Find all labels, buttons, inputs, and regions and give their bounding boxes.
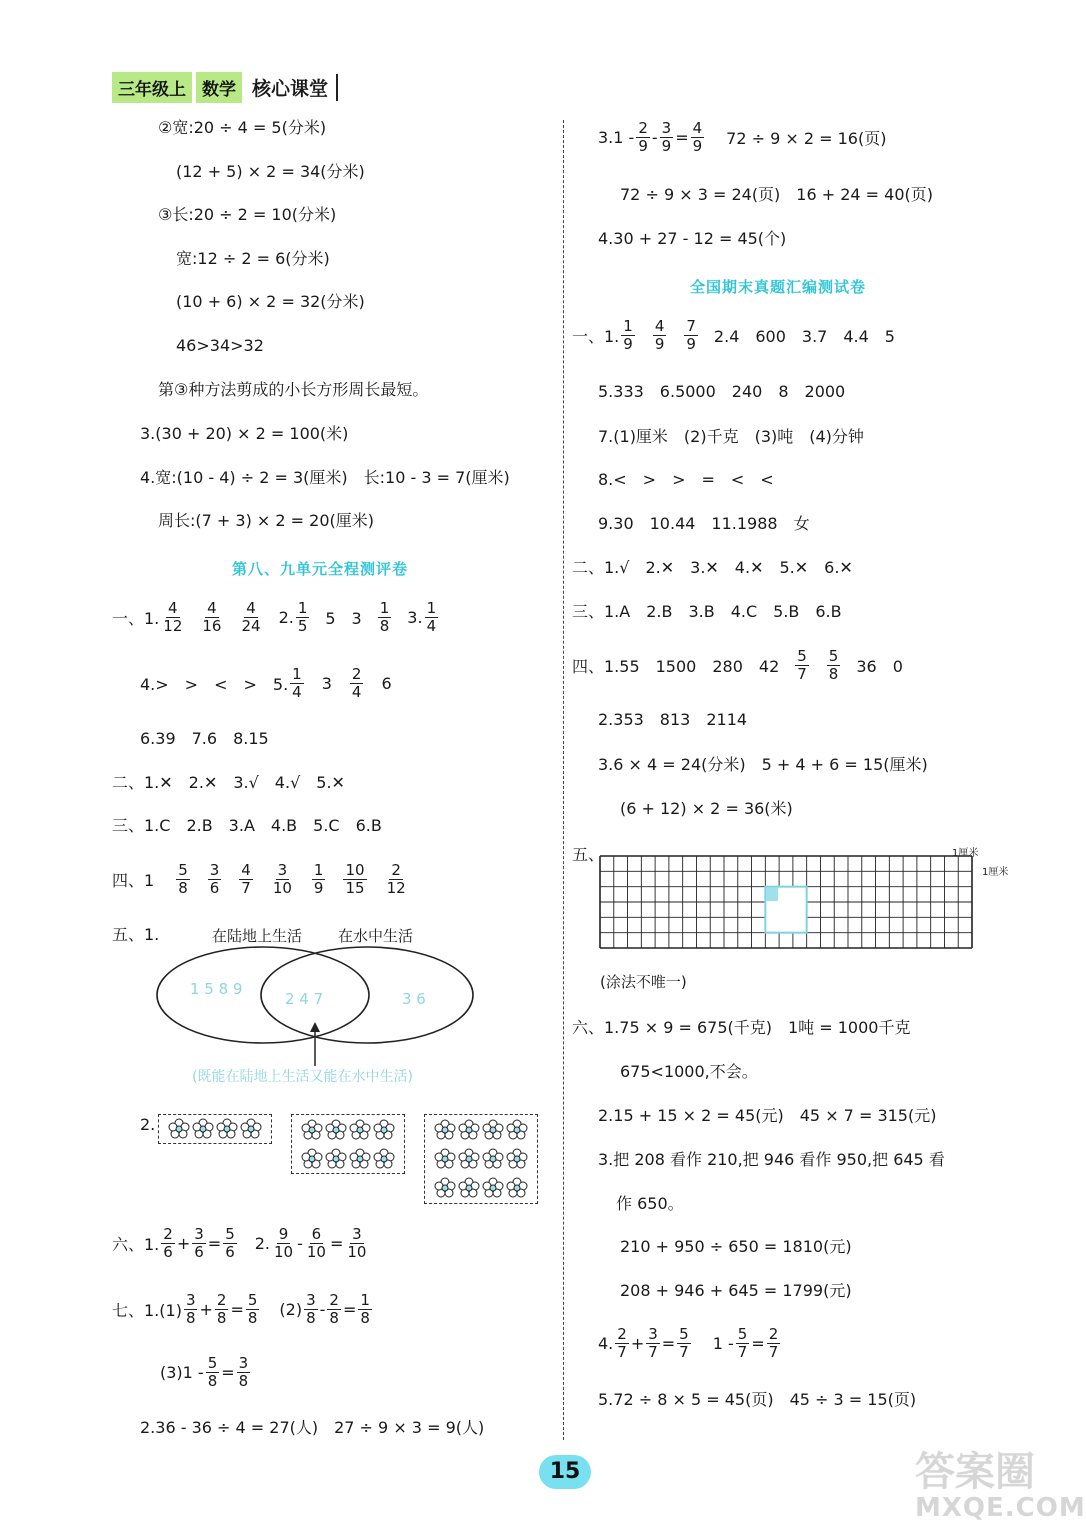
question-label: (2) [279, 1300, 303, 1319]
answer-row-1 [112, 600, 440, 635]
fraction: $\frac{9}{10}$ [274, 1225, 294, 1261]
flower-icon [216, 1118, 238, 1140]
fraction: $\frac{5}{8}$ [828, 647, 839, 683]
fraction: $\frac{1}{5}$ [297, 599, 308, 635]
answer-line: 二、1.√ 2.✕ 3.✕ 4.✕ 5.✕ 6.✕ [572, 558, 853, 577]
flower-icon [434, 1177, 456, 1199]
answer-text: 6 [381, 674, 392, 693]
fraction: $\frac{3}{9}$ [661, 119, 672, 155]
fraction: $\frac{5}{6}$ [225, 1225, 235, 1261]
answer-line: 5.333 6.5000 240 8 2000 [598, 382, 846, 401]
answer-text: 36 0 [856, 657, 903, 676]
section-title: 第八、九单元全程测评卷 [232, 560, 409, 578]
answer-line: 208 + 946 + 645 = 1799(元) [620, 1281, 852, 1300]
question-label: 一、1. [112, 609, 160, 628]
answer-line: 72 ÷ 9 × 3 = 24(页) 16 + 24 = 40(页) [620, 185, 934, 204]
question-label: 3. [407, 608, 423, 627]
fraction: $\frac{2}{7}$ [768, 1325, 779, 1361]
fraction: $\frac{5}{7}$ [737, 1325, 748, 1361]
flower-icon [373, 1148, 395, 1170]
fraction: $\frac{4}{9}$ [654, 317, 665, 353]
flower-icon [301, 1119, 323, 1141]
fraction: $\frac{10}{15}$ [345, 861, 365, 897]
fraction: $\frac{2}{9}$ [638, 119, 648, 155]
fraction: $\frac{1}{4}$ [292, 665, 302, 701]
fraction: $\frac{6}{10}$ [306, 1225, 326, 1261]
fraction: $\frac{5}{8}$ [247, 1291, 258, 1327]
fraction: $\frac{2}{7}$ [617, 1325, 627, 1361]
answer-row-7-3: (3)1 - $\frac{5}{8}$ = $\frac{3}{8}$ [160, 1354, 249, 1390]
question-label: 七、1.(1) [112, 1301, 182, 1320]
flower-icon [506, 1148, 528, 1170]
question-label: 2. [254, 1234, 270, 1253]
flower-group-3 [424, 1114, 538, 1204]
flower-icon [506, 1177, 528, 1199]
flower-icon [240, 1118, 262, 1140]
flower-icon [301, 1148, 323, 1170]
answer-line: ②宽:20 ÷ 4 = 5(分米) [158, 118, 327, 137]
fraction: $\frac{5}{7}$ [679, 1325, 689, 1361]
fraction: $\frac{1}{8}$ [379, 599, 390, 635]
question-label: 六、1. [112, 1235, 160, 1254]
answer-text: 2.4 600 3.7 4.4 5 [713, 327, 895, 346]
answer-text: 4.> > < > 5. [140, 675, 289, 694]
answer-line: 作 650。 [616, 1194, 684, 1213]
flower-icon [482, 1119, 504, 1141]
answer-row-s1 [572, 318, 895, 353]
grid-unit-side: 1厘米 [982, 867, 1009, 878]
flower-icon [349, 1148, 371, 1170]
square-grid [600, 856, 972, 948]
section-title: 全国期末真题汇编测试卷 [690, 278, 867, 296]
answer-text: 3.1 - [598, 128, 635, 147]
venn-label-right: 在水中生活 [338, 927, 414, 945]
column-divider [563, 120, 564, 1440]
answer-line: 2.15 + 15 × 2 = 45(元) 45 × 7 = 315(元) [598, 1106, 937, 1125]
flower-icon [192, 1118, 214, 1140]
answer-line: 三、1.A 2.B 3.B 4.C 5.B 6.B [572, 602, 842, 621]
venn-note: (既能在陆地上生活又能在水中生活) [192, 1069, 413, 1085]
grid-note: (涂法不唯一) [600, 973, 687, 991]
fraction: $\frac{3}{8}$ [238, 1354, 249, 1390]
answer-line: (6 + 12) × 2 = 36(米) [620, 799, 793, 818]
answer-line: 六、1.75 × 9 = 675(千克) 1吨 = 1000千克 [572, 1018, 911, 1037]
question-label: (3)1 - [160, 1363, 204, 1382]
answer-line: 46>34>32 [176, 336, 264, 355]
fraction: $\frac{2}{4}$ [351, 665, 362, 701]
venn-right-values: 3 6 [402, 990, 426, 1008]
answer-line: 210 + 950 ÷ 650 = 1810(元) [620, 1237, 852, 1256]
venn-label-left: 在陆地上生活 [212, 927, 303, 945]
fraction: $\frac{3}{10}$ [272, 861, 292, 897]
answer-row-6: 六、1. $\frac{2}{6}$ + $\frac{3}{6}$ = $\frac{5}{6}$ 2. $\frac{9}{10}$ - $\frac{6}{10}$ = $\frac{3}{10}$ [112, 1225, 367, 1261]
grid-unit-top: 1厘米 [952, 848, 979, 859]
answer-line: ③长:20 ÷ 2 = 10(分米) [158, 205, 337, 224]
answer-row-s20: 4. $\frac{2}{7}$ + $\frac{3}{7}$ = $\frac{5}{7}$ 1 - $\frac{5}{7}$ = $\frac{2}{7}$ [598, 1325, 779, 1361]
fraction: $\frac{2}{8}$ [216, 1291, 227, 1327]
fraction: $\frac{1}{9}$ [313, 861, 324, 897]
flower-icon [349, 1119, 371, 1141]
flower-group-2 [291, 1114, 405, 1174]
answer-line: 7.(1)厘米 (2)千克 (3)吨 (4)分钟 [598, 427, 864, 446]
answer-text: 5 3 [325, 609, 362, 628]
book-title: 核心课堂 [252, 74, 338, 101]
flower-group-1 [158, 1114, 272, 1144]
fraction: $\frac{3}{10}$ [347, 1225, 367, 1261]
answer-line: (12 + 5) × 2 = 34(分米) [176, 162, 365, 181]
grade-label: 三年级上 [112, 72, 192, 103]
answer-line: 4.宽:(10 - 4) ÷ 2 = 3(厘米) 长:10 - 3 = 7(厘米) [140, 468, 510, 487]
fraction: $\frac{4}{9}$ [692, 119, 703, 155]
fraction: $\frac{5}{8}$ [207, 1354, 218, 1390]
fraction: $\frac{5}{7}$ [797, 647, 807, 683]
answer-line: (10 + 6) × 2 = 32(分米) [176, 292, 365, 311]
fraction: $\frac{3}{7}$ [648, 1325, 658, 1361]
flower-icon [458, 1119, 480, 1141]
answer-text: 72 ÷ 9 × 2 = 16(页) [726, 129, 887, 148]
fraction: $\frac{2}{8}$ [329, 1291, 339, 1327]
flower-icon [168, 1118, 190, 1140]
answer-line: 3.把 208 看作 210,把 946 看作 950,把 645 看 [598, 1150, 945, 1169]
watermark-logo: 答案圈 MXQE.COM [915, 1449, 1086, 1523]
fraction: $\frac{2}{12}$ [386, 861, 406, 897]
page-header [112, 72, 338, 102]
fraction: $\frac{5}{8}$ [178, 861, 188, 897]
answer-row-7: 七、1.(1) $\frac{3}{8}$ + $\frac{2}{8}$ = $\frac{5}{8}$ (2) $\frac{3}{8}$ - $\frac{2}{8}$ = $\frac{1}{8}$ [112, 1291, 370, 1327]
fraction: $\frac{1}{9}$ [623, 317, 633, 353]
question-label: 五、1. [112, 925, 160, 944]
flower-icon [434, 1119, 456, 1141]
fraction: $\frac{1}{8}$ [360, 1291, 370, 1327]
question-label: 2. [140, 1115, 156, 1134]
question-label: 4. [598, 1334, 614, 1353]
answer-line: 二、1.✕ 2.✕ 3.√ 4.√ 5.✕ [112, 773, 345, 792]
answer-line: 2.353 813 2114 [598, 710, 748, 729]
fraction: $\frac{3}{6}$ [194, 1225, 204, 1261]
fraction: $\frac{4}{12}$ [163, 599, 183, 635]
venn-middle-values: 2 4 7 [285, 990, 324, 1008]
flower-icon [458, 1148, 480, 1170]
fraction: $\frac{3}{8}$ [185, 1291, 196, 1327]
flower-icon [325, 1119, 347, 1141]
arrow-icon [308, 1022, 322, 1066]
question-label: 一、1. [572, 327, 620, 346]
answer-line: 第③种方法剪成的小长方形周长最短。 [158, 380, 429, 399]
fraction: $\frac{4}{7}$ [241, 861, 251, 897]
page-number: 15 [539, 1455, 591, 1489]
flower-icon [482, 1177, 504, 1199]
fraction: $\frac{1}{4}$ [426, 599, 437, 635]
answer-line: 4.30 + 27 - 12 = 45(个) [598, 229, 787, 248]
flower-icon [482, 1148, 504, 1170]
answer-line: 宽:12 ÷ 2 = 6(分米) [176, 249, 330, 268]
fraction: $\frac{4}{16}$ [202, 599, 222, 635]
answer-line: 2.36 - 36 ÷ 4 = 27(人) 27 ÷ 9 × 3 = 9(人) [140, 1418, 485, 1437]
question-label: 五、 [572, 845, 605, 864]
answer-row-s8 [572, 648, 903, 683]
fraction: $\frac{7}{9}$ [686, 317, 696, 353]
answer-row-4 [112, 862, 410, 897]
answer-line: 6.39 7.6 8.15 [140, 729, 269, 748]
answer-line: 8.< > > = < < [598, 470, 774, 489]
answer-text: 1 - [712, 1334, 734, 1353]
answer-row-2 [140, 666, 392, 701]
answer-text: 3 [321, 674, 332, 693]
question-label: 2. [278, 608, 294, 627]
flower-icon [434, 1148, 456, 1170]
fraction: $\frac{3}{6}$ [209, 861, 220, 897]
answer-row-r1: 3.1 - $\frac{2}{9}$ - $\frac{3}{9}$ = $\frac{4}{9}$ 72 ÷ 9 × 2 = 16(页) [598, 119, 887, 155]
shaded-cell [766, 888, 778, 901]
question-label: 四、1 [112, 871, 155, 890]
flower-icon [458, 1177, 480, 1199]
venn-left-values: 1 5 8 9 [190, 980, 243, 998]
answer-line: 3.(30 + 20) × 2 = 100(米) [140, 424, 349, 443]
fraction: $\frac{2}{6}$ [163, 1225, 173, 1261]
fraction: $\frac{3}{8}$ [306, 1291, 316, 1327]
flower-icon [506, 1119, 528, 1141]
flower-icon [373, 1119, 395, 1141]
answer-line: 675<1000,不会。 [620, 1062, 758, 1081]
answer-line: 9.30 10.44 11.1988 女 [598, 514, 810, 533]
subject-label: 数学 [196, 72, 242, 103]
flower-icon [325, 1148, 347, 1170]
fraction: $\frac{4}{24}$ [241, 599, 261, 635]
answer-line: 三、1.C 2.B 3.A 4.B 5.C 6.B [112, 816, 382, 835]
answer-text: 四、1.55 1500 280 42 [572, 657, 780, 676]
answer-line: 3.6 × 4 = 24(分米) 5 + 4 + 6 = 15(厘米) [598, 755, 928, 774]
answer-line: 周长:(7 + 3) × 2 = 20(厘米) [158, 511, 374, 530]
answer-line: 5.72 ÷ 8 × 5 = 45(页) 45 ÷ 3 = 15(页) [598, 1390, 917, 1409]
